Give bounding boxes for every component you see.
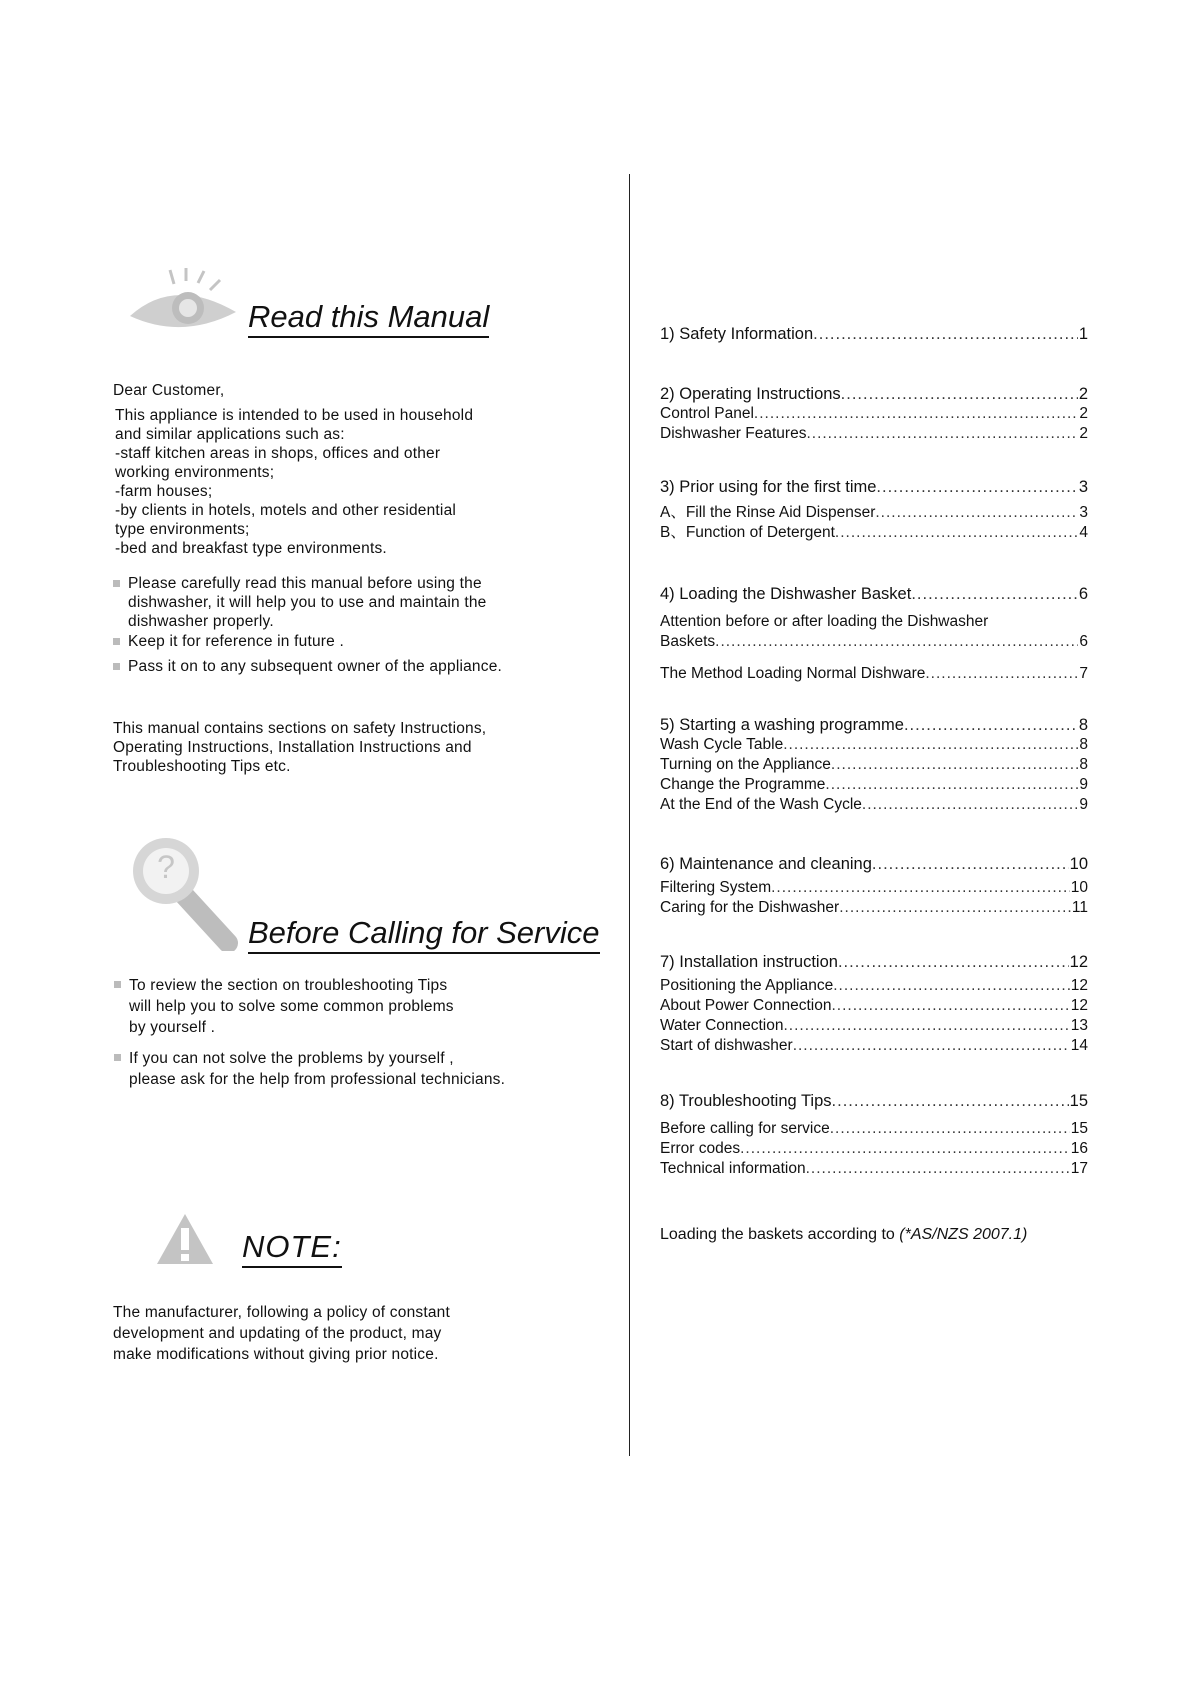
toc-item[interactable]: Before calling for service ..... 15: [660, 1119, 1088, 1139]
intro-line: -bed and breakfast type environments.: [115, 540, 387, 557]
bullet-item: Keep it for reference in future .: [113, 632, 593, 651]
bullet-item: If you can not solve the problems by yourself , please ask for the help from professional technicians.: [114, 1048, 594, 1090]
toc-item[interactable]: About Power Connection ..... 12: [660, 996, 1088, 1016]
toc-heading[interactable]: 4) Loading the Dishwasher Basket ..... 6: [660, 584, 1088, 604]
read-manual-title: Read this Manual: [248, 300, 489, 338]
bullet-item: To review the section on troubleshooting Tips will help you to solve some common problems by yourself .: [114, 975, 594, 1038]
before-service-body: [114, 975, 594, 1090]
toc-item[interactable]: Turning on the Appliance ..... 8: [660, 755, 1088, 775]
toc-item[interactable]: Filtering System ..... 10: [660, 878, 1088, 898]
toc-item[interactable]: At the End of the Wash Cycle ..... 9: [660, 795, 1088, 815]
toc-item[interactable]: Positioning the Appliance ..... 12: [660, 976, 1088, 996]
toc-heading[interactable]: 6) Maintenance and cleaning ..... 10: [660, 854, 1088, 874]
toc-item[interactable]: B、Function of Detergent ..... 4: [660, 523, 1088, 543]
toc-section-3: [660, 477, 1088, 543]
toc-item[interactable]: Wash Cycle Table ..... 8: [660, 735, 1088, 755]
toc-section-4: [660, 584, 1088, 684]
toc-item[interactable]: Water Connection ..... 13: [660, 1016, 1088, 1036]
toc-heading[interactable]: 7) Installation instruction ..... 12: [660, 952, 1088, 972]
intro-paragraph: [113, 406, 593, 558]
intro-line: and similar applications such as:: [115, 426, 345, 443]
intro-line: -farm houses;: [115, 483, 213, 500]
intro-line: -by clients in hotels, motels and other residential: [115, 502, 457, 519]
toc-section-7: [660, 952, 1088, 1056]
magnifier-icon: [128, 833, 238, 951]
warning-icon: [155, 1212, 215, 1266]
toc-item[interactable]: Control Panel ..... 2: [660, 404, 1088, 424]
read-manual-body: [113, 381, 593, 776]
toc-item[interactable]: A、Fill the Rinse Aid Dispenser ..... 3: [660, 503, 1088, 523]
eye-icon: [124, 268, 244, 336]
intro-line: This appliance is intended to be used in household: [115, 407, 474, 424]
loading-baskets-note: [660, 1226, 1027, 1244]
toc-section-6: [660, 854, 1088, 918]
before-service-title: Before Calling for Service: [248, 916, 600, 954]
toc-item[interactable]: Start of dishwasher ..... 14: [660, 1036, 1088, 1056]
toc-heading[interactable]: 1) Safety Information ..... 1: [660, 324, 1088, 344]
note-body: The manufacturer, following a policy of constant development and updating of the product, may make modifications without giving prior notice.: [113, 1304, 450, 1363]
toc-section-8: [660, 1091, 1088, 1179]
toc-heading[interactable]: 2) Operating Instructions ..... 2: [660, 384, 1088, 404]
toc-heading[interactable]: 5) Starting a washing programme ..... 8: [660, 715, 1088, 735]
toc-item-attention-cont[interactable]: Baskets ..... 6: [660, 632, 1088, 652]
intro-line: -staff kitchen areas in shops, offices and other: [115, 445, 441, 462]
toc-item[interactable]: Dishwasher Features ..... 2: [660, 424, 1088, 444]
intro-line: working environments;: [115, 464, 275, 481]
toc-item-attention[interactable]: Attention before or after loading the Dishwasher: [660, 613, 989, 630]
toc-section-2: [660, 384, 1088, 444]
toc-item[interactable]: The Method Loading Normal Dishware ..... 7: [660, 664, 1088, 684]
toc-section-5: [660, 715, 1088, 815]
toc-item[interactable]: Caring for the Dishwasher ..... 11: [660, 898, 1088, 918]
question-mark-glyph: ?: [157, 849, 175, 885]
loading-note-text: Loading the baskets according to: [660, 1226, 900, 1243]
greeting: Dear Customer,: [113, 382, 225, 399]
bullet-item: Please carefully read this manual before using the dishwasher, it will help you to use and maintain the dishwasher properly.: [113, 574, 593, 631]
loading-note-standard: (*AS/NZS 2007.1): [899, 1226, 1028, 1243]
toc-item[interactable]: Technical information ..... 17: [660, 1159, 1088, 1179]
toc-heading[interactable]: 8) Troubleshooting Tips ..... 15: [660, 1091, 1088, 1111]
toc-section-1: [660, 324, 1088, 344]
summary-paragraph: This manual contains sections on safety Instructions, Operating Instructions, Installation Instructions and Troubleshooting Tips etc.: [113, 720, 487, 775]
column-divider: [629, 174, 630, 1456]
note-title: NOTE:: [242, 1230, 342, 1268]
toc-item[interactable]: Change the Programme ..... 9: [660, 775, 1088, 795]
toc-item[interactable]: Error codes ..... 16: [660, 1139, 1088, 1159]
intro-line: type environments;: [115, 521, 250, 538]
bullet-item: Pass it on to any subsequent owner of the appliance.: [113, 657, 593, 676]
toc-heading[interactable]: 3) Prior using for the first time ..... 3: [660, 477, 1088, 497]
